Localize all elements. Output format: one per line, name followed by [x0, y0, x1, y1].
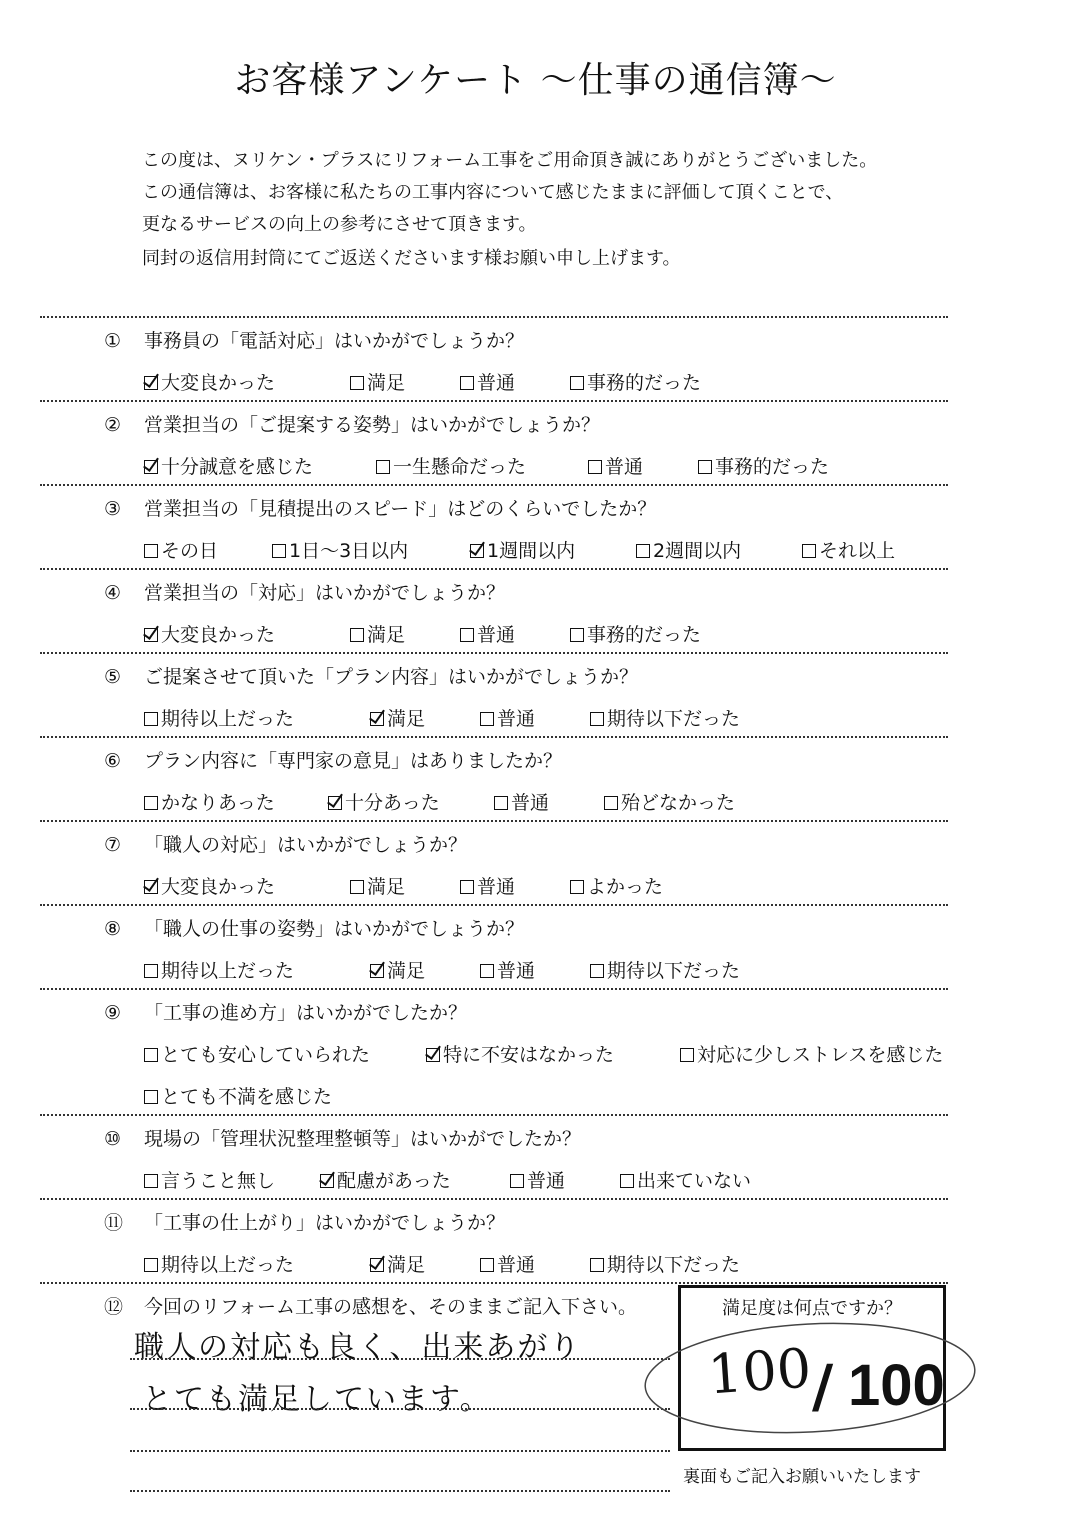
question-3	[104, 494, 656, 521]
option-q9-2[interactable]	[426, 1040, 614, 1067]
checkbox-icon[interactable]	[350, 880, 364, 894]
option-label: 期待以下だった	[607, 1254, 741, 1276]
checked-checkbox-icon[interactable]	[328, 796, 342, 810]
question-10	[104, 1124, 581, 1151]
question-9	[104, 998, 467, 1025]
checkbox-icon[interactable]	[376, 460, 390, 474]
option-q9-4[interactable]	[144, 1082, 332, 1109]
option-label: 普通	[497, 708, 536, 730]
option-label: 言うこと無し	[161, 1170, 276, 1192]
checkbox-icon[interactable]	[480, 1258, 494, 1272]
option-q4-3[interactable]	[460, 620, 515, 647]
intro-line: 同封の返信用封筒にてご返送くださいます様お願い申し上げます。	[142, 248, 681, 269]
option-q3-5[interactable]	[802, 536, 895, 563]
option-q6-1[interactable]	[144, 788, 275, 815]
checkbox-icon[interactable]	[802, 544, 816, 558]
checkbox-icon[interactable]	[590, 712, 604, 726]
checkbox-icon[interactable]	[350, 376, 364, 390]
option-label: 普通	[605, 456, 644, 478]
option-q8-2[interactable]	[370, 956, 425, 983]
checkbox-icon[interactable]	[604, 796, 618, 810]
option-q9-3[interactable]	[680, 1040, 943, 1067]
option-q1-4[interactable]	[570, 368, 701, 395]
comment-line	[130, 1490, 670, 1492]
score-max: 100	[848, 1353, 945, 1418]
checkbox-icon[interactable]	[144, 1048, 158, 1062]
checkbox-icon[interactable]	[590, 1258, 604, 1272]
option-label: 満足	[387, 960, 426, 982]
checked-checkbox-icon[interactable]	[144, 460, 158, 474]
question-text: 営業担当の「見積提出のスピード」はどのくらいでしたか？	[144, 498, 657, 520]
dotted-divider	[40, 1282, 948, 1284]
option-label: 普通	[497, 1254, 536, 1276]
checkbox-icon[interactable]	[144, 712, 158, 726]
checkbox-icon[interactable]	[680, 1048, 694, 1062]
dotted-divider	[40, 568, 948, 570]
dotted-divider	[40, 400, 948, 402]
intro-line: この度は、ヌリケン・プラスにリフォーム工事をご用命頂き誠にありがとうございました。	[142, 150, 878, 171]
option-label: 十分あった	[345, 792, 440, 814]
option-label: 期待以下だった	[607, 960, 741, 982]
question-text: 「職人の対応」はいかがでしょうか？	[144, 834, 468, 856]
dotted-divider	[40, 484, 948, 486]
option-label: 普通	[497, 960, 536, 982]
option-label: 満足	[367, 372, 406, 394]
checkbox-icon[interactable]	[570, 376, 584, 390]
option-q8-1[interactable]	[144, 956, 294, 983]
question-text: プラン内容に「専門家の意見」はありましたか？	[144, 750, 563, 772]
checkbox-icon[interactable]	[570, 628, 584, 642]
option-q7-3[interactable]	[460, 872, 515, 899]
score-separator: /	[812, 1352, 834, 1420]
checkbox-icon[interactable]	[460, 628, 474, 642]
question-11	[104, 1208, 505, 1235]
option-q2-4[interactable]	[698, 452, 829, 479]
option-q10-4[interactable]	[620, 1166, 751, 1193]
option-q5-3[interactable]	[480, 704, 535, 731]
question-number: ⑥	[104, 750, 122, 772]
checked-checkbox-icon[interactable]	[370, 1258, 384, 1272]
score-value: 100	[705, 1336, 814, 1407]
option-q9-1[interactable]	[144, 1040, 370, 1067]
dotted-divider	[40, 988, 948, 990]
comment-handwritten: とても満足しています。	[142, 1382, 492, 1417]
option-label: 大変良かった	[161, 624, 276, 646]
dotted-divider	[40, 316, 948, 318]
question-2	[104, 410, 600, 437]
checkbox-icon[interactable]	[144, 1090, 158, 1104]
page-title: お客様アンケート ～仕事の通信簿～	[234, 60, 837, 101]
checkbox-icon[interactable]	[144, 796, 158, 810]
option-label: かなりあった	[161, 792, 275, 814]
checkbox-icon[interactable]	[272, 544, 286, 558]
intro-line: 更なるサービスの向上の参考にさせて頂きます。	[142, 214, 537, 235]
checkbox-icon[interactable]	[698, 460, 712, 474]
question-number: ⑤	[104, 666, 122, 688]
option-label: とても安心していられた	[161, 1044, 371, 1066]
dotted-divider	[40, 904, 948, 906]
checked-checkbox-icon[interactable]	[144, 376, 158, 390]
question-7	[104, 830, 467, 857]
question-text: 営業担当の「ご提案する姿勢」はいかがでしょうか？	[144, 414, 601, 436]
option-label: 普通	[477, 876, 516, 898]
checkbox-icon[interactable]	[460, 376, 474, 390]
option-q6-2[interactable]	[328, 788, 440, 815]
option-label: 普通	[527, 1170, 566, 1192]
option-q7-1[interactable]	[144, 872, 275, 899]
question-text: 今回のリフォーム工事の感想を、そのままご記入下さい。	[144, 1296, 638, 1318]
option-label: 期待以上だった	[161, 960, 295, 982]
option-label: 満足	[387, 1254, 426, 1276]
option-q2-3[interactable]	[588, 452, 643, 479]
checkbox-icon[interactable]	[588, 460, 602, 474]
question-6	[104, 746, 562, 773]
option-q7-4[interactable]	[570, 872, 663, 899]
question-number: ⑨	[104, 1002, 122, 1024]
option-q11-3[interactable]	[480, 1250, 535, 1277]
question-text: 「工事の進め方」はいかがでしたか？	[144, 1002, 468, 1024]
option-q1-3[interactable]	[460, 368, 515, 395]
option-q5-4[interactable]	[590, 704, 740, 731]
option-label: 普通	[477, 372, 516, 394]
question-number: ⑧	[104, 918, 122, 940]
question-8	[104, 914, 524, 941]
option-label: よかった	[587, 876, 664, 898]
option-label: 事務的だった	[587, 624, 702, 646]
question-number: ④	[104, 582, 122, 604]
checkbox-icon[interactable]	[144, 544, 158, 558]
option-label: 満足	[367, 876, 406, 898]
question-5	[104, 662, 638, 689]
option-label: 事務的だった	[715, 456, 830, 478]
option-label: 期待以下だった	[607, 708, 741, 730]
option-q2-1[interactable]	[144, 452, 313, 479]
comment-line	[130, 1408, 670, 1410]
option-q11-1[interactable]	[144, 1250, 294, 1277]
option-q8-4[interactable]	[590, 956, 740, 983]
option-label: それ以上	[819, 540, 896, 562]
question-text: 現場の「管理状況整理整頓等」はいかがでしたか？	[144, 1128, 582, 1150]
option-label: その日	[161, 540, 219, 562]
checkbox-icon[interactable]	[510, 1174, 524, 1188]
checkbox-icon[interactable]	[350, 628, 364, 642]
checked-checkbox-icon[interactable]	[426, 1048, 440, 1062]
question-number: ③	[104, 498, 122, 520]
option-label: 普通	[511, 792, 550, 814]
dotted-divider	[40, 1198, 948, 1200]
checkbox-icon[interactable]	[144, 1174, 158, 1188]
checked-checkbox-icon[interactable]	[144, 880, 158, 894]
option-q10-3[interactable]	[510, 1166, 565, 1193]
question-number: ①	[104, 330, 122, 352]
option-label: 大変良かった	[161, 876, 276, 898]
option-label: 特に不安はなかった	[443, 1044, 615, 1066]
checkbox-icon[interactable]	[480, 712, 494, 726]
question-number: ⑫	[104, 1296, 124, 1318]
footer-note: 裏面もご記入お願いいたします	[683, 1467, 921, 1487]
option-q6-3[interactable]	[494, 788, 549, 815]
option-label: 1日～3日以内	[289, 540, 409, 562]
option-label: 事務的だった	[587, 372, 702, 394]
option-label: 一生懸命だった	[393, 456, 527, 478]
option-q2-2[interactable]	[376, 452, 526, 479]
dotted-divider	[40, 736, 948, 738]
option-q3-1[interactable]	[144, 536, 218, 563]
checked-checkbox-icon[interactable]	[370, 712, 384, 726]
option-label: 普通	[477, 624, 516, 646]
question-1	[104, 326, 524, 353]
question-text: ご提案させて頂いた「プラン内容」はいかがでしょうか？	[144, 666, 639, 688]
option-label: 満足	[387, 708, 426, 730]
option-label: 配慮があった	[337, 1170, 451, 1192]
option-label: 1週間以内	[487, 540, 576, 562]
checkbox-icon[interactable]	[570, 880, 584, 894]
option-q5-2[interactable]	[370, 704, 425, 731]
option-q1-1[interactable]	[144, 368, 275, 395]
score-label: 満足度は何点ですか？	[722, 1298, 902, 1319]
comment-line	[130, 1358, 670, 1360]
checked-checkbox-icon[interactable]	[320, 1174, 334, 1188]
option-label: 出来ていない	[637, 1170, 752, 1192]
option-q3-3[interactable]	[470, 536, 575, 563]
checkbox-icon[interactable]	[636, 544, 650, 558]
question-text: 事務員の「電話対応」はいかがでしょうか？	[144, 330, 525, 352]
intro-line: この通信簿は、お客様に私たちの工事内容について感じたままに評価して頂くことで、	[142, 182, 844, 203]
option-label: 対応に少しストレスを感じた	[697, 1044, 944, 1066]
option-q4-4[interactable]	[570, 620, 701, 647]
question-text: 「工事の仕上がり」はいかがでしょうか？	[144, 1212, 506, 1234]
option-q7-2[interactable]	[350, 872, 405, 899]
checkbox-icon[interactable]	[460, 880, 474, 894]
question-12	[104, 1292, 637, 1319]
option-q3-4[interactable]	[636, 536, 741, 563]
option-label: とても不満を感じた	[161, 1086, 333, 1108]
option-label: 2週間以内	[653, 540, 742, 562]
question-number: ⑦	[104, 834, 122, 856]
option-q4-2[interactable]	[350, 620, 405, 647]
question-number: ⑪	[104, 1212, 124, 1234]
option-label: 期待以上だった	[161, 1254, 295, 1276]
option-q8-3[interactable]	[480, 956, 535, 983]
question-number: ②	[104, 414, 122, 436]
option-q11-2[interactable]	[370, 1250, 425, 1277]
option-label: 大変良かった	[161, 372, 276, 394]
question-4	[104, 578, 505, 605]
dotted-divider	[40, 1114, 948, 1116]
option-q4-1[interactable]	[144, 620, 275, 647]
option-label: 期待以上だった	[161, 708, 295, 730]
option-label: 満足	[367, 624, 406, 646]
dotted-divider	[40, 820, 948, 822]
checked-checkbox-icon[interactable]	[370, 964, 384, 978]
checked-checkbox-icon[interactable]	[144, 628, 158, 642]
checkbox-icon[interactable]	[620, 1174, 634, 1188]
comment-handwritten: 職人の対応も良く、出来あがり	[134, 1330, 582, 1365]
checkbox-icon[interactable]	[494, 796, 508, 810]
option-q6-4[interactable]	[604, 788, 735, 815]
checkbox-icon[interactable]	[144, 1258, 158, 1272]
dotted-divider	[40, 652, 948, 654]
checkbox-icon[interactable]	[480, 964, 494, 978]
option-label: 殆どなかった	[621, 792, 736, 814]
option-q11-4[interactable]	[590, 1250, 740, 1277]
question-number: ⑩	[104, 1128, 122, 1150]
option-label: 十分誠意を感じた	[161, 456, 314, 478]
option-q3-2[interactable]	[272, 536, 408, 563]
option-q1-2[interactable]	[350, 368, 405, 395]
option-q5-1[interactable]	[144, 704, 294, 731]
comment-line	[130, 1450, 670, 1452]
question-text: 営業担当の「対応」はいかがでしょうか？	[144, 582, 506, 604]
checkbox-icon[interactable]	[590, 964, 604, 978]
option-q10-1[interactable]	[144, 1166, 275, 1193]
checked-checkbox-icon[interactable]	[470, 544, 484, 558]
checkbox-icon[interactable]	[144, 964, 158, 978]
option-q10-2[interactable]	[320, 1166, 451, 1193]
question-text: 「職人の仕事の姿勢」はいかがでしょうか？	[144, 918, 525, 940]
